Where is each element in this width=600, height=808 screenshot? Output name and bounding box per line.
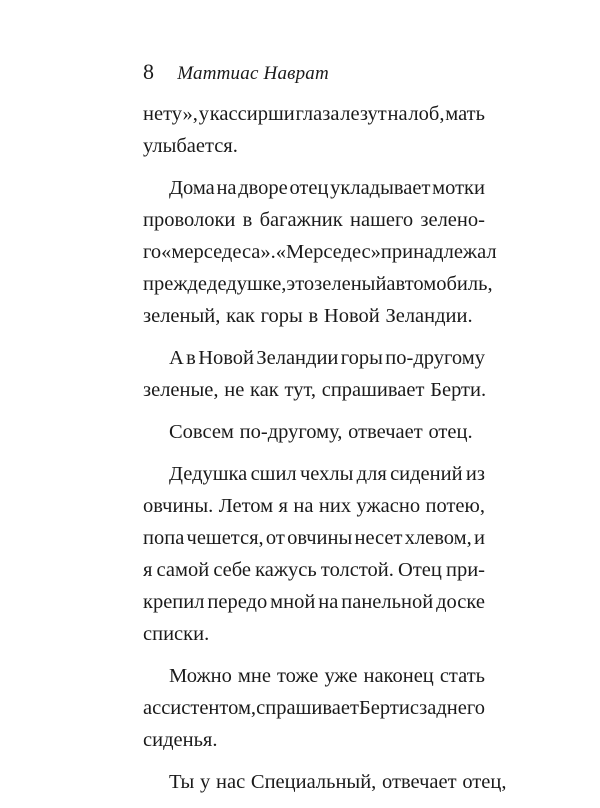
text-line: зеленые, не как тут, спрашивает Берти. [143,379,487,401]
text-line: Дедушка сшил чехлы для сидений из [169,463,485,485]
paragraph [143,342,485,406]
text-line: улыбается. [143,135,238,157]
paragraph [143,416,485,448]
text-line: крепил передо мной на панельной доске [143,591,485,613]
text-line: Совсем по-другому, отвечает отец. [169,421,473,443]
paragraph [143,172,497,332]
text-line: я самой себе кажусь толстой. Отец при- [143,559,485,581]
paragraph [143,458,485,650]
paragraph [143,98,485,162]
page-number: 8 [143,59,154,84]
text-line: Дома на дворе отец укладывает мотки [169,177,485,199]
text-line: Можно мне тоже уже наконец стать [169,665,485,687]
body-text [143,98,507,808]
text-line: попа чешется, от овчины несет хлевом, и [143,527,485,549]
text-line: А в Новой Зеландии горы по-другому [169,347,485,369]
paragraph [143,660,485,756]
text-line: го «мерседеса». «Мерседес» принадлежал [143,241,497,263]
text-line: проволоки в багажник нашего зелено- [143,209,485,231]
text-line: списки. [143,623,210,645]
text-line: Ты у нас Специальный, отвечает отец, [169,771,507,793]
text-line: прежде дедушке, это зеленый автомобиль, [143,273,493,295]
paragraph [143,766,507,798]
text-line: зеленый, как горы в Новой Зеландии. [143,305,473,327]
running-header [143,58,329,88]
text-line: овчины. Летом я на них ужасно потею, [143,495,485,517]
text-line: ассистентом, спрашивает Берти с заднего [143,697,485,719]
text-line: сиденья. [143,729,218,751]
running-title: Маттиас Наврат [177,63,329,84]
text-line: нету», у кассирши глаза лезут на лоб, мать [143,103,485,125]
